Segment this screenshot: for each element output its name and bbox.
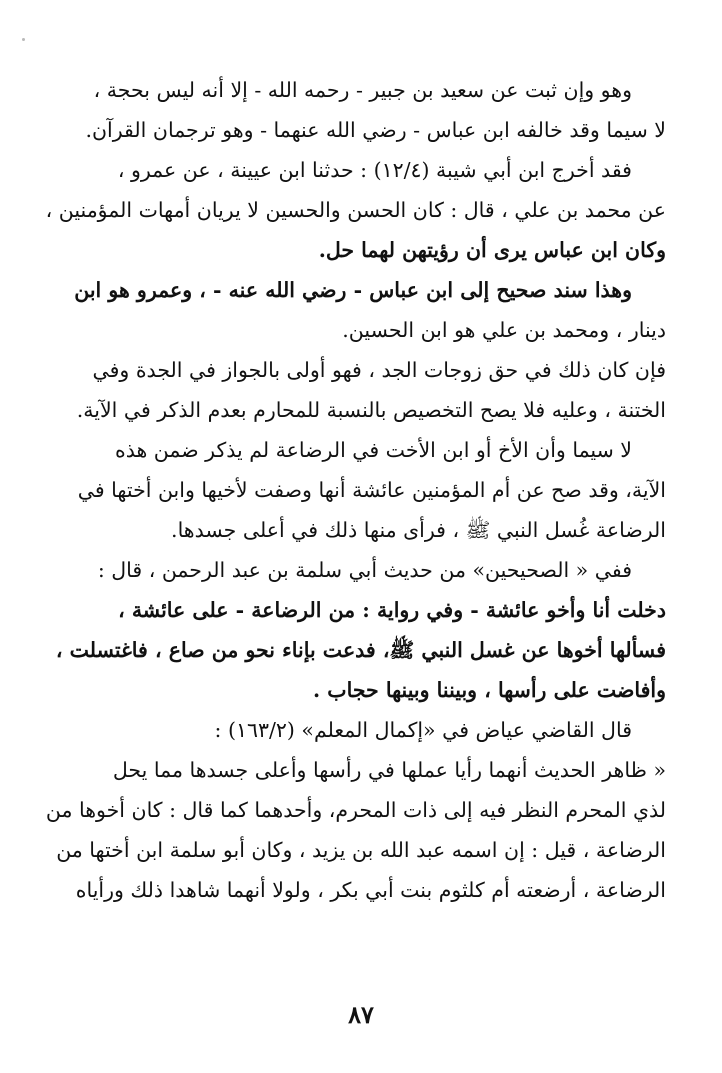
text-line: لذي المحرم النظر فيه إلى ذات المحرم، وأحدهما كما قال : كان أخوها من [45,798,666,822]
text-line: لا سيما وأن الأخ أو ابن الأخت في الرضاعة لم يذكر ضمن هذه [114,438,632,462]
text-line: فإن كان ذلك في حق زوجات الجد ، فهو أولى بالجواز في الجدة وفي [92,358,666,382]
text-line: الرضاعة ، أرضعته أم كلثوم بنت أبي بكر ، ولولا أنهما شاهدا ذلك ورأياه [75,878,666,902]
text-line: فقد أخرج ابن أبي شيبة (١٢/٤) : حدثنا ابن عيينة ، عن عمرو ، [117,158,632,182]
scan-speck [22,38,25,41]
page-number: ٨٧ [348,1000,374,1029]
text-line: الآية، وقد صح عن أم المؤمنين عائشة أنها وصفت لأخيها وابن أختها في [77,478,666,502]
text-line-bold: وكان ابن عباس يرى أن رؤيتهن لهما حل. [318,238,666,262]
text-line: الرضاعة غُسل النبي ﷺ ، فرأى منها ذلك في أعلى جسدها. [171,518,666,542]
text-line-bold: وأفاضت على رأسها ، وبيننا وبينها حجاب . [313,678,666,702]
text-line-bold: دخلت أنا وأخو عائشة - وفي رواية : من الرضاعة - على عائشة ، [118,598,666,622]
text-line: الختنة ، وعليه فلا يصح التخصيص بالنسبة للمحارم بعدم الذكر في الآية. [76,398,666,422]
text-line: « ظاهر الحديث أنهما رأيا عملها في رأسها وأعلى جسدها مما يحل [112,758,666,782]
text-line: لا سيما وقد خالفه ابن عباس - رضي الله عنهما - وهو ترجمان القرآن. [85,118,666,142]
text-line: قال القاضي عياض في «إكمال المعلم» (١٦٣/٢) : [214,718,632,742]
text-line: الرضاعة ، قيل : إن اسمه عبد الله بن يزيد ، وكان أبو سلمة ابن أختها من [56,838,666,862]
text-line: دينار ، ومحمد بن علي هو ابن الحسين. [342,318,666,342]
text-line: ففي « الصحيحين» من حديث أبي سلمة بن عبد الرحمن ، قال : [97,558,632,582]
text-line: عن محمد بن علي ، قال : كان الحسن والحسين لا يريان أمهات المؤمنين ، [45,198,666,222]
text-line-bold: فسألها أخوها عن غسل النبي ﷺ، فدعت بإناء نحو من صاع ، فاغتسلت ، [55,638,666,662]
page-body [44,70,666,910]
text-line: وهو وإن ثبت عن سعيد بن جبير - رحمه الله - إلا أنه ليس بحجة ، [93,78,632,102]
text-line-bold: وهذا سند صحيح إلى ابن عباس - رضي الله عنه - ، وعمرو هو ابن [74,278,632,302]
